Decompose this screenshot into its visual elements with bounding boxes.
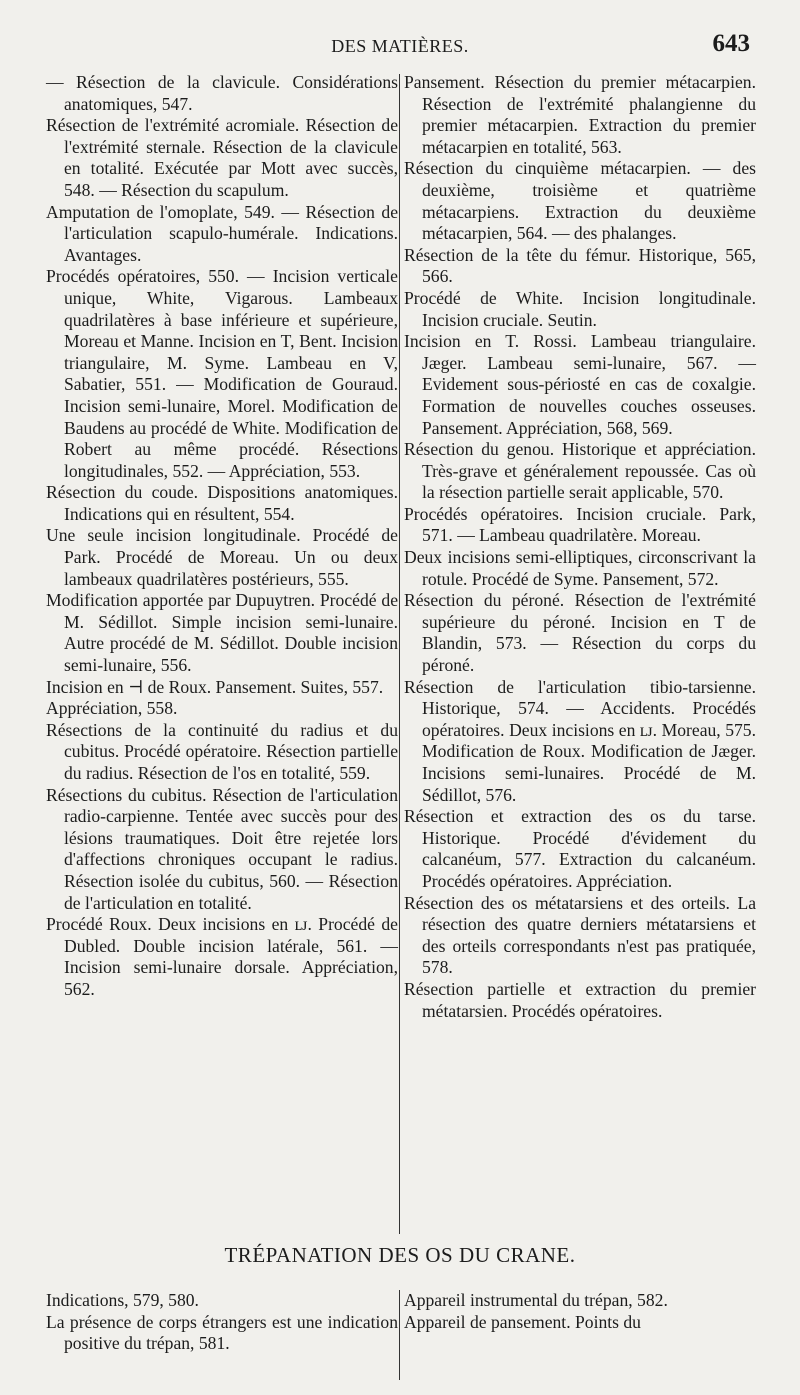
index-entry: Résections de la continuité du radius et du cubitus. Procédé opératoire. Résection partielle du radius. Résection de l'os en totalité, 559. [46,719,398,783]
index-entry: Deux incisions semi-elliptiques, circonscrivant la rotule. Procédé de Syme. Pansement, 572. [404,547,756,589]
index-entry: La présence de corps étrangers est une indication positive du trépan, 581. [46,1311,398,1354]
index-entry: Résection du cinquième métacarpien. — des deuxième, troisième et quatrième métacarpiens. Extraction du deuxième métacarpien, 564. — des phalanges. [404,158,756,244]
index-entry: Procédés opératoires, 550. — Incision verticale unique, White, Vigarous. Lambeaux quadrilatères à base inférieure et supérieure, Moreau et Manne. Incision en T, Bent. Incision triangulaire, M. Syme. Lambeau en V, Sabatier, 551. — Modification de Gouraud. Incision semi-lunaire, Morel. Modification de Baudens au procédé de White. Modification de Robert au même procédé. Résections longitudinales, 552. — Appréciation, 553. [46,266,398,481]
index-entry: — Résection de la clavicule. Considérations anatomiques, 547. [46,72,398,114]
index-entry: Appareil de pansement. Points du [404,1311,641,1332]
index-entry: Amputation de l'omoplate, 549. — Résection de l'articulation scapulo-humérale. Indications. Avantages. [46,201,398,265]
index-entry: Résection des os métatarsiens et des orteils. La résection des quatre derniers métatarsiens et des orteils correspondants n'est pas pratiquée, 578. [404,892,756,978]
running-title: DES MATIÈRES. [331,36,469,56]
column-divider [399,1290,400,1380]
index-entry: Résection et extraction des os du tarse. Historique. Procédé d'évidement du calcanéum, 577. Extraction du calcanéum. Procédés opératoires. Appréciation. [404,806,756,891]
index-entry: Incision en ⊣ de Roux. Pansement. Suites, 557. [46,676,384,697]
index-entry: Résection de l'extrémité acromiale. Résection de l'extrémité sternale. Résection de la clavicule en totalité. Exécutée par Mott avec succès, 548. — Résection du scapulum. [46,115,398,200]
column-divider [399,74,400,1234]
index-entry: Indications, 579, 580. [46,1290,199,1310]
index-entry: Appréciation, 558. [46,698,178,719]
section-heading: TRÉPANATION DES OS DU CRANE. [224,1243,576,1267]
bottom-left-column [46,1290,398,1355]
right-column [404,72,756,1022]
index-entry: Pansement. Résection du premier métacarpien. Résection de l'extrémité phalangienne du premier métacarpien. Extraction du premier métacarpien en totalité, 563. [404,72,756,157]
index-entry: Résection du péroné. Résection de l'extrémité supérieure du péroné. Incision en T de Blandin, 573. — Résection du corps du péroné. [404,590,756,676]
index-entry: Résection du coude. Dispositions anatomiques. Indications qui en résultent, 554. [46,482,398,524]
index-entry: Résection de l'articulation tibio-tarsienne. Historique, 574. — Accidents. Procédés opératoires. Deux incisions en ʟᴊ. Moreau, 575. Modification de Roux. Modification de Jæger. Incisions semi-lunaires. Procédé de M. Sédillot, 576. [404,676,756,805]
index-entry: Modification apportée par Dupuytren. Procédé de M. Sédillot. Simple incision semi-lunaire. Autre procédé de M. Sédillot. Double incision semi-lunaire, 556. [46,590,398,676]
page-number: 643 [712,30,750,57]
index-entry: Procédé Roux. Deux incisions en ʟᴊ. Procédé de Dubled. Double incision latérale, 561. — Incision semi-lunaire dorsale. Appréciation, 562. [46,914,398,999]
index-entry: Procédés opératoires. Incision cruciale. Park, 571. — Lambeau quadrilatère. Moreau. [404,503,756,546]
index-entry: Appareil instrumental du trépan, 582. [404,1290,668,1310]
index-entry: Résections du cubitus. Résection de l'articulation radio-carpienne. Tentée avec succès pour des lésions traumatiques. Doit être rejetée lors d'affections chroniques occupant le radius. Résection isolée du cubitus, 560. — Résection de l'articulation en totalité. [46,784,398,913]
index-entry: Incision en T. Rossi. Lambeau triangulaire. Jæger. Lambeau semi-lunaire, 567. — Evidement sous-périosté en cas de coxalgie. Formation de nouvelles couches osseuses. Pansement. Appréciation, 568, 569. [404,331,756,438]
bottom-right-column [404,1290,756,1333]
left-column [46,72,398,1001]
index-entry: Une seule incision longitudinale. Procédé de Park. Procédé de Moreau. Un ou deux lambeaux quadrilatères postérieurs, 555. [46,525,398,589]
index-entry: Procédé de White. Incision longitudinale. Incision cruciale. Seutin. [404,287,756,330]
index-entry: Résection partielle et extraction du premier métatarsien. Procédés opératoires. [404,978,756,1021]
index-entry: Résection du genou. Historique et appréciation. Très-grave et généralement repoussée. Cas où la résection partielle serait applicable, 570. [404,439,756,503]
index-entry: Résection de la tête du fémur. Historique, 565, 566. [404,244,756,287]
